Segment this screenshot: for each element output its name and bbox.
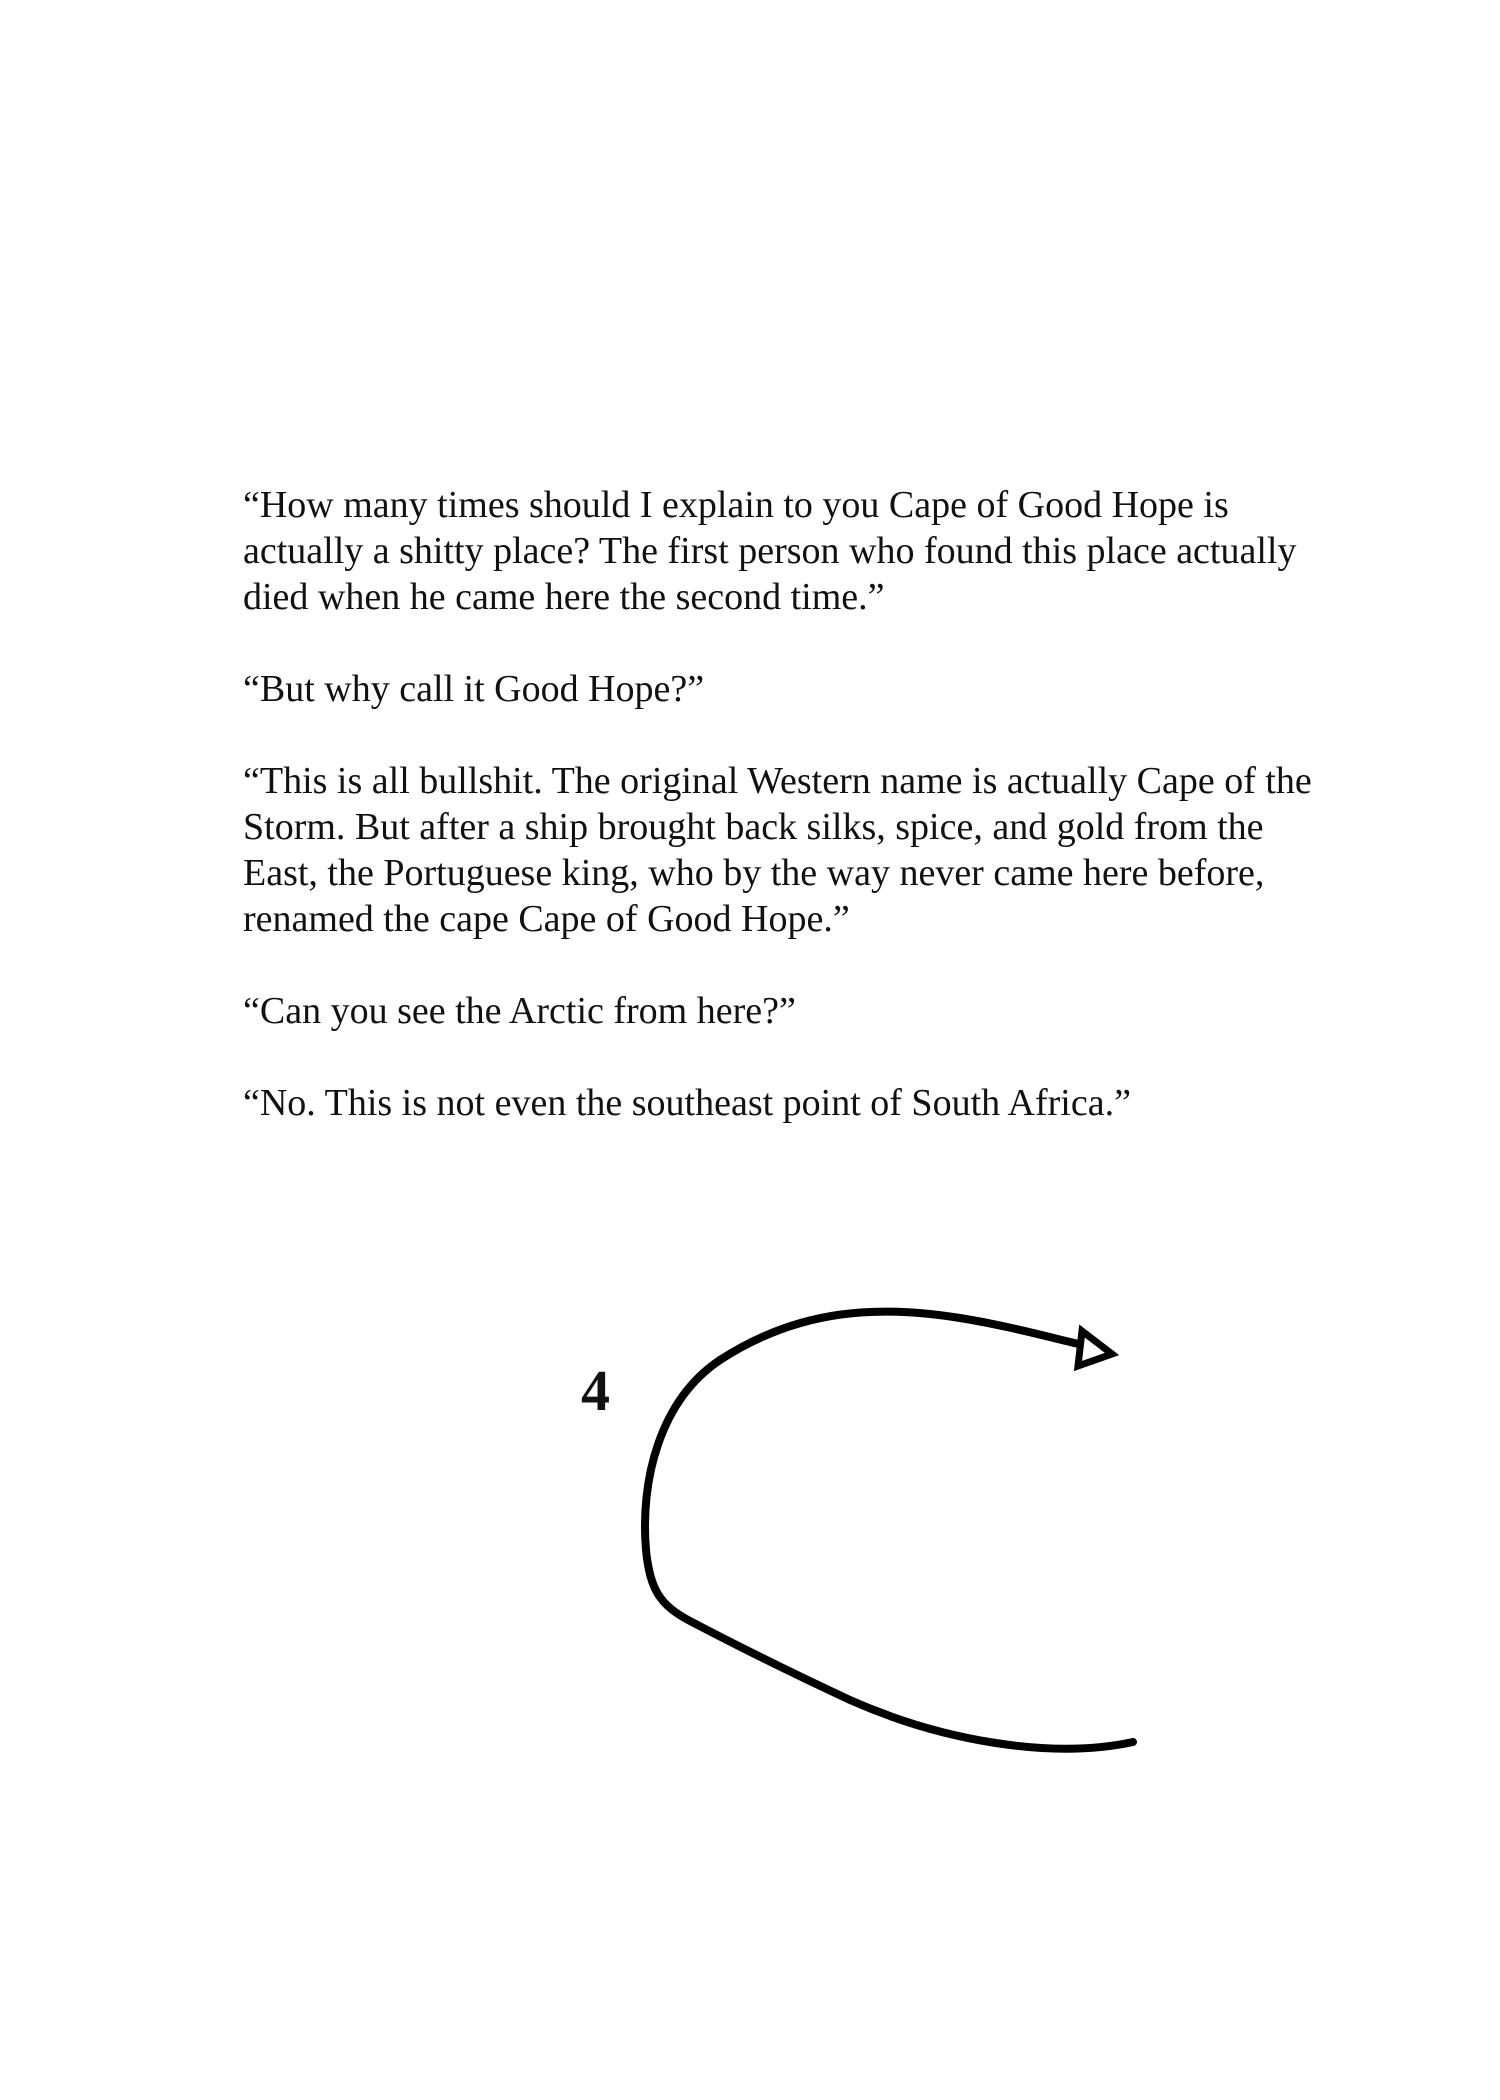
paragraph-4: “Can you see the Arctic from here?” — [243, 990, 796, 1032]
arrow-head — [1078, 1331, 1112, 1366]
arrow-curve — [645, 1312, 1133, 1749]
dialogue-text — [243, 482, 1363, 1172]
paragraph-1: “How many times should I explain to you Cape of Good Hope is actually a shitty place? The first person who found this place actually died when he came here the second time.” — [243, 484, 1297, 618]
paragraph-2: “But why call it Good Hope?” — [243, 668, 705, 710]
page-number: 4 — [581, 1358, 610, 1423]
paragraph-5: “No. This is not even the southeast point of South Africa.” — [243, 1082, 1131, 1124]
paragraph-3: “This is all bullshit. The original Western name is actually Cape of the Storm. But after a ship brought back silks, spice, and gold from the East, the Portuguese king, who by the way never came here before, renamed the cape Cape of Good Hope.” — [243, 760, 1312, 940]
